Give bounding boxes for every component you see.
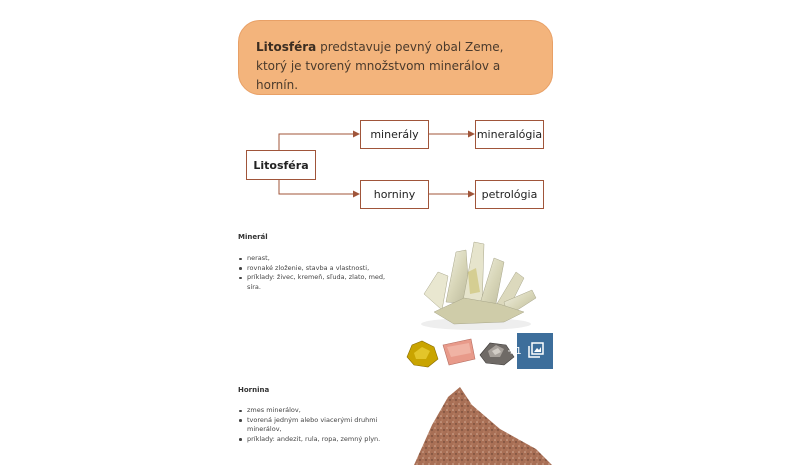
node-mineralogy: mineralógia (475, 120, 544, 149)
mineral-bullet: nerast, (238, 254, 390, 264)
mineral-bullet: príklady: živec, kremeň, sľuda, zlato, med, síra. (238, 273, 390, 292)
rock-title: Hornina (238, 386, 270, 394)
mineral-title: Minerál (238, 233, 268, 241)
granite-rock-image[interactable] (404, 385, 554, 465)
mineral-bullet: rovnaké zloženie, stavba a vlastnosti, (238, 264, 390, 274)
gallery-more-count: +1 (507, 345, 522, 357)
rock-bullets (238, 406, 390, 444)
node-lithosphere: Litosféra (246, 150, 316, 180)
node-rocks: horniny (360, 180, 429, 209)
rock-bullet: tvorená jedným alebo viacerými druhmi minerálov, (238, 416, 390, 435)
gallery-more-button[interactable] (507, 333, 553, 369)
rock-bullet: zmes minerálov, (238, 406, 390, 416)
connector-root-top (279, 134, 359, 151)
thumbnail-pink-feldspar[interactable] (441, 333, 477, 371)
connector-root-bottom (279, 179, 359, 194)
quartz-crystal-image[interactable] (404, 232, 552, 332)
thumbnail-gold[interactable] (404, 333, 440, 371)
image-gallery-icon (528, 342, 544, 361)
definition-callout (238, 20, 553, 95)
mineral-bullets (238, 254, 390, 292)
node-petrology: petrológia (475, 180, 544, 209)
callout-text: predstavuje pevný obal Zeme, ktorý je tvorený množstvom minerálov a hornín. (256, 40, 504, 92)
rock-bullet: príklady: andezit, rula, ropa, zemný plyn. (238, 435, 390, 445)
node-minerals: minerály (360, 120, 429, 149)
callout-term: Litosféra (256, 40, 317, 54)
